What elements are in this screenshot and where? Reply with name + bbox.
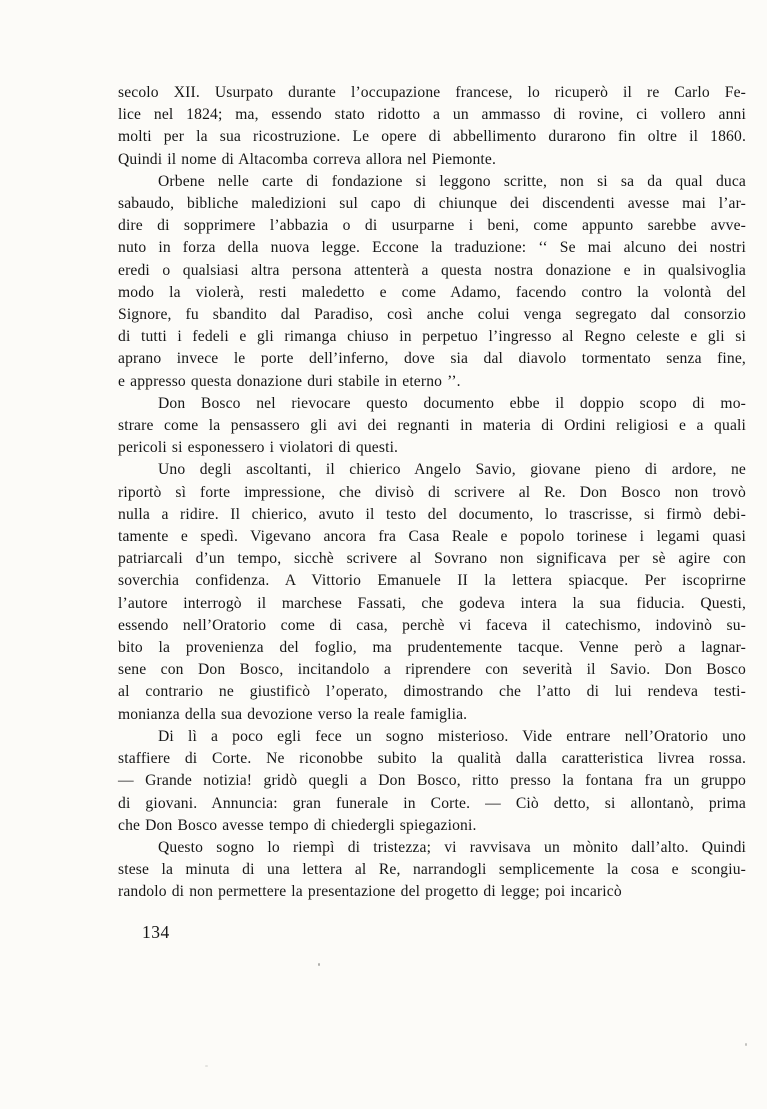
page-text bbox=[118, 82, 746, 904]
text-line: sene con Don Bosco, incitandolo a riprendere con severità il Savio. Don Bosco bbox=[118, 661, 746, 679]
text-line: randolo di non permettere la presentazione del progetto di legge; poi incaricò bbox=[118, 883, 622, 901]
text-line: Quindi il nome di Altacomba correva allora nel Piemonte. bbox=[118, 150, 496, 168]
scan-speck bbox=[205, 1065, 208, 1067]
text-line: pericoli si esponessero i violatori di questi. bbox=[118, 439, 399, 457]
text-line: al contrario ne giustificò l’operato, dimostrando che l’atto di lui rendeva testi- bbox=[118, 683, 746, 701]
text-line: Di lì a poco egli fece un sogno misterioso. Vide entrare nell’Oratorio uno bbox=[158, 727, 746, 745]
scan-speck bbox=[745, 1043, 747, 1046]
text-line: nulla a ridire. Il chierico, avuto il testo del documento, lo trascrisse, si firmò debi- bbox=[118, 505, 746, 523]
text-line: modo la violerà, resti maledetto e come Adamo, facendo contro la volontà del bbox=[118, 283, 746, 301]
text-line: staffiere di Corte. Ne riconobbe subito la qualità dalla caratteristica livrea rossa. bbox=[118, 750, 746, 768]
text-line: lice nel 1824; ma, essendo stato ridotto a un ammasso di rovine, ci vollero anni bbox=[118, 106, 746, 124]
paragraph bbox=[118, 393, 746, 460]
paragraph bbox=[118, 726, 746, 837]
text-line: essendo nell’Oratorio come di casa, perchè vi faceva il catechismo, indovinò su- bbox=[118, 616, 746, 634]
text-line: che Don Bosco avesse tempo di chiedergli spiegazioni. bbox=[118, 816, 477, 834]
text-line: riportò sì forte impressione, che divisò di scrivere al Re. Don Bosco non trovò bbox=[118, 483, 746, 501]
text-line: monianza della sua devozione verso la reale famiglia. bbox=[118, 705, 468, 723]
text-line: di giovani. Annuncia: gran funerale in Corte. — Ciò detto, si allontanò, prima bbox=[118, 794, 746, 812]
text-line: sabaudo, bibliche maledizioni sul capo di chiunque dei discendenti avesse mai l’ar- bbox=[118, 195, 746, 213]
text-line: Orbene nelle carte di fondazione si leggono scritte, non si sa da qual duca bbox=[158, 172, 746, 190]
text-line: e appresso questa donazione duri stabile in eterno ’’. bbox=[118, 372, 461, 390]
text-line: Uno degli ascoltanti, il chierico Angelo Savio, giovane pieno di ardore, ne bbox=[158, 461, 746, 479]
text-line: Don Bosco nel rievocare questo documento ebbe il doppio scopo di mo- bbox=[158, 394, 746, 412]
text-line: Signore, fu sbandito dal Paradiso, così anche colui venga segregato dal consorzio bbox=[118, 306, 746, 324]
text-line: Questo sogno lo riempì di tristezza; vi ravvisava un mònito dall’alto. Quindi bbox=[158, 838, 746, 856]
paragraph bbox=[118, 171, 746, 393]
text-line: di tutti i fedeli e gli rimanga chiuso in perpetuo l’ingresso al Regno celeste e gli si bbox=[118, 328, 746, 346]
paragraph bbox=[118, 82, 746, 171]
paragraph bbox=[118, 459, 746, 725]
scan-speck bbox=[318, 963, 320, 966]
text-line: l’autore interrogò il marchese Fassati, che godeva intera la sua fiducia. Questi, bbox=[118, 594, 746, 612]
text-line: molti per la sua ricostruzione. Le opere di abbellimento durarono fin oltre il 1860. bbox=[118, 128, 746, 146]
text-line: secolo XII. Usurpato durante l’occupazione francese, lo ricuperò il re Carlo Fe- bbox=[118, 84, 746, 101]
paragraph bbox=[118, 837, 746, 904]
text-line: tamente e spedì. Vigevano ancora fra Casa Reale e popolo torinese i legami quasi bbox=[118, 528, 746, 546]
text-line: stese la minuta di una lettera al Re, narrandogli semplicemente la cosa e scongiu- bbox=[118, 861, 746, 879]
text-line: strare come la pensassero gli avi dei regnanti in materia di Ordini religiosi e a quali bbox=[118, 417, 746, 435]
text-line: aprano invece le porte dell’inferno, dove sia dal diavolo tormentato senza fine, bbox=[118, 350, 746, 368]
text-line: eredi o qualsiasi altra persona attenterà a questa nostra donazione e in qualsivoglia bbox=[118, 261, 746, 279]
text-line: soverchia confidenza. A Vittorio Emanuele II la lettera spiacque. Per iscoprirne bbox=[118, 572, 746, 590]
text-line: bito la provenienza del foglio, ma prudentemente tacque. Venne però a lagnar- bbox=[118, 639, 746, 657]
text-line: patriarcali d’un tempo, sicchè scrivere al Sovrano non significava per sè agire con bbox=[118, 550, 746, 568]
text-line: dire di sopprimere l’abbazia o di usurparne i beni, come appunto sarebbe avve- bbox=[118, 217, 746, 235]
page-number: 134 bbox=[142, 922, 170, 942]
text-line: — Grande notizia! gridò quegli a Don Bosco, ritto presso la fontana fra un gruppo bbox=[118, 772, 746, 790]
text-line: nuto in forza della nuova legge. Eccone la traduzione: ‘‘ Se mai alcuno dei nostri bbox=[118, 239, 746, 257]
